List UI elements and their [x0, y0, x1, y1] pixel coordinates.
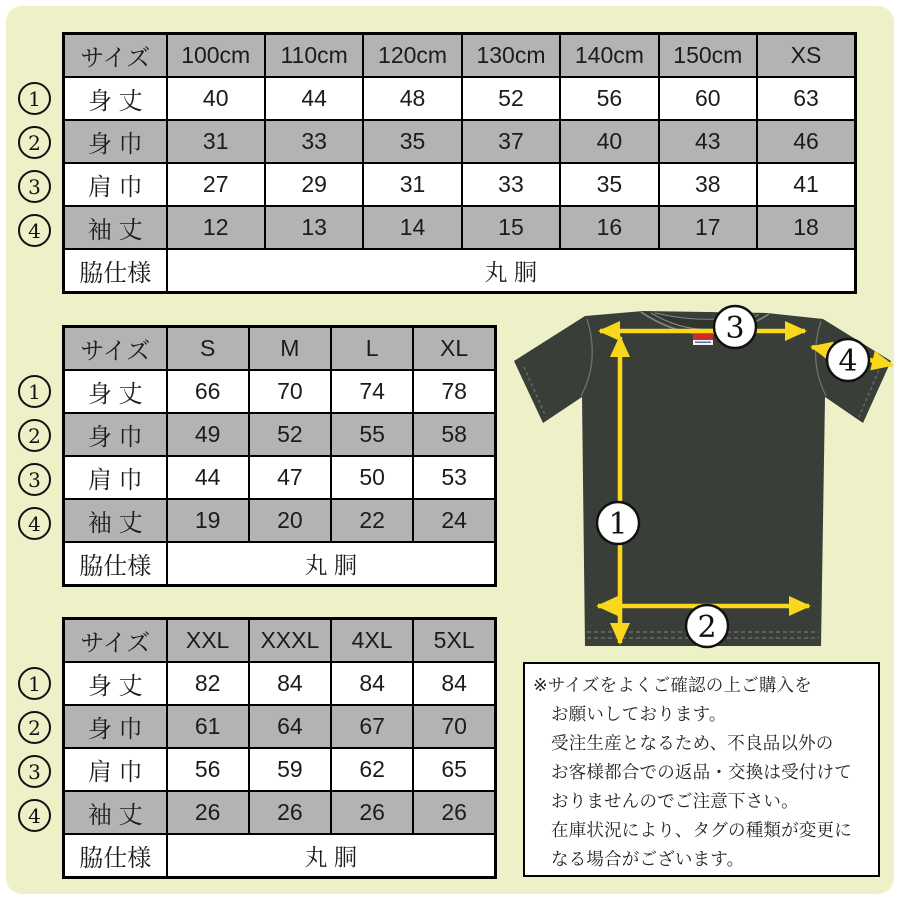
tshirt-graphic	[505, 303, 900, 660]
size-value: 26	[249, 791, 331, 834]
table-row	[64, 791, 496, 834]
table-row	[64, 499, 496, 542]
size-value: 35	[363, 120, 461, 163]
size-value: 84	[331, 662, 413, 705]
size-value: 22	[331, 499, 413, 542]
size-col-header: XXL	[167, 619, 249, 663]
purchase-note-box	[523, 662, 880, 877]
circle-mark-4: 4	[18, 507, 51, 540]
size-value: 33	[462, 163, 560, 206]
circle-mark-2: 2	[18, 711, 51, 744]
svg-text:2: 2	[697, 610, 717, 645]
size-value: 74	[331, 370, 413, 413]
side-spec-label: 脇仕様	[64, 542, 167, 586]
size-col-header: サイズ	[64, 619, 167, 663]
size-value: 37	[462, 120, 560, 163]
size-col-header: XL	[413, 327, 495, 371]
size-value: 14	[363, 206, 461, 249]
size-value: 29	[265, 163, 363, 206]
size-value: 59	[249, 748, 331, 791]
side-spec-value: 丸 胴	[167, 249, 856, 293]
size-value: 52	[249, 413, 331, 456]
side-spec-label: 脇仕様	[64, 834, 167, 878]
row-label: 身 巾	[64, 705, 167, 748]
svg-text:3: 3	[725, 311, 745, 346]
circle-mark-2: 2	[18, 419, 51, 452]
size-col-header: XS	[757, 34, 855, 78]
callout-1	[597, 502, 639, 544]
size-value: 31	[363, 163, 461, 206]
circle-mark-4: 4	[18, 214, 51, 247]
row-label: 袖 丈	[64, 499, 167, 542]
size-value: 27	[167, 163, 265, 206]
size-col-header: XXXL	[249, 619, 331, 663]
table-row	[64, 206, 856, 249]
size-value: 17	[659, 206, 757, 249]
side-spec-value: 丸 胴	[167, 834, 496, 878]
table-row	[64, 413, 496, 456]
size-table-adult	[62, 325, 497, 587]
size-col-header: L	[331, 327, 413, 371]
size-value: 47	[249, 456, 331, 499]
table-row	[64, 748, 496, 791]
table-header-row	[64, 327, 496, 371]
size-value: 46	[757, 120, 855, 163]
size-value: 63	[757, 77, 855, 120]
size-value: 33	[265, 120, 363, 163]
size-value: 55	[331, 413, 413, 456]
circle-mark-3: 3	[18, 170, 51, 203]
size-col-header: サイズ	[64, 34, 167, 78]
size-value: 64	[249, 705, 331, 748]
size-value: 58	[413, 413, 495, 456]
size-value: 78	[413, 370, 495, 413]
size-value: 20	[249, 499, 331, 542]
table-row	[64, 120, 856, 163]
table-row	[64, 705, 496, 748]
row-label: 袖 丈	[64, 206, 167, 249]
size-table-big	[62, 617, 497, 879]
size-value: 44	[167, 456, 249, 499]
callout-4	[827, 339, 869, 381]
size-value: 67	[331, 705, 413, 748]
size-value: 31	[167, 120, 265, 163]
size-value: 70	[413, 705, 495, 748]
table-header-row	[64, 619, 496, 663]
size-value: 60	[659, 77, 757, 120]
circle-mark-2: 2	[18, 126, 51, 159]
size-value: 82	[167, 662, 249, 705]
size-value: 65	[413, 748, 495, 791]
svg-text:1: 1	[608, 507, 628, 542]
size-value: 15	[462, 206, 560, 249]
size-value: 84	[413, 662, 495, 705]
side-spec-value: 丸 胴	[167, 542, 496, 586]
brand-tag	[693, 333, 713, 345]
size-col-header: 4XL	[331, 619, 413, 663]
size-value: 35	[560, 163, 658, 206]
size-value: 66	[167, 370, 249, 413]
row-label: 身 巾	[64, 413, 167, 456]
callout-2	[686, 605, 728, 647]
note-line: 在庫状況により、タグの種類が変更に	[551, 820, 852, 840]
row-label: 肩 巾	[64, 456, 167, 499]
circle-mark-1: 1	[18, 375, 51, 408]
row-label: 身 丈	[64, 662, 167, 705]
note-line: なる場合がございます。	[551, 849, 745, 869]
size-col-header: サイズ	[64, 327, 167, 371]
size-value: 18	[757, 206, 855, 249]
size-col-header: 130cm	[462, 34, 560, 78]
size-value: 53	[413, 456, 495, 499]
row-label: 身 巾	[64, 120, 167, 163]
size-value: 44	[265, 77, 363, 120]
size-value: 40	[560, 120, 658, 163]
table-row	[64, 77, 856, 120]
size-value: 24	[413, 499, 495, 542]
size-value: 43	[659, 120, 757, 163]
note-line: 受注生産となるため、不良品以外の	[551, 733, 834, 753]
svg-text:4: 4	[838, 344, 858, 379]
size-value: 26	[167, 791, 249, 834]
note-line: お願いしております。	[551, 704, 727, 724]
table-row	[64, 370, 496, 413]
table-footer-row	[64, 834, 496, 878]
size-value: 70	[249, 370, 331, 413]
size-value: 52	[462, 77, 560, 120]
note-line: ※サイズをよくご確認の上ご購入を	[533, 675, 812, 695]
size-value: 84	[249, 662, 331, 705]
table-row	[64, 163, 856, 206]
size-value: 40	[167, 77, 265, 120]
tshirt-measurement-diagram	[505, 303, 900, 660]
row-label: 身 丈	[64, 370, 167, 413]
size-value: 38	[659, 163, 757, 206]
size-value: 49	[167, 413, 249, 456]
size-value: 56	[167, 748, 249, 791]
size-value: 56	[560, 77, 658, 120]
table-row	[64, 662, 496, 705]
size-value: 13	[265, 206, 363, 249]
row-label: 袖 丈	[64, 791, 167, 834]
size-col-header: S	[167, 327, 249, 371]
callout-3	[714, 306, 756, 348]
circle-mark-4: 4	[18, 799, 51, 832]
size-col-header: 5XL	[413, 619, 495, 663]
circle-mark-1: 1	[18, 667, 51, 700]
size-col-header: M	[249, 327, 331, 371]
size-value: 50	[331, 456, 413, 499]
table-footer-row	[64, 249, 856, 293]
size-table-kids	[62, 32, 857, 294]
table-header-row	[64, 34, 856, 78]
note-line: おりませんのでご注意下さい。	[551, 791, 799, 811]
size-value: 26	[331, 791, 413, 834]
size-col-header: 140cm	[560, 34, 658, 78]
circle-mark-3: 3	[18, 755, 51, 788]
size-value: 12	[167, 206, 265, 249]
row-label: 肩 巾	[64, 748, 167, 791]
note-line: お客様都合での返品・交換は受付けて	[551, 762, 852, 782]
size-value: 16	[560, 206, 658, 249]
table-row	[64, 456, 496, 499]
size-value: 19	[167, 499, 249, 542]
row-label: 肩 巾	[64, 163, 167, 206]
size-value: 26	[413, 791, 495, 834]
circle-mark-1: 1	[18, 82, 51, 115]
size-value: 61	[167, 705, 249, 748]
size-value: 41	[757, 163, 855, 206]
side-spec-label: 脇仕様	[64, 249, 167, 293]
size-col-header: 110cm	[265, 34, 363, 78]
table-footer-row	[64, 542, 496, 586]
circle-mark-3: 3	[18, 463, 51, 496]
size-col-header: 120cm	[363, 34, 461, 78]
size-col-header: 100cm	[167, 34, 265, 78]
size-value: 62	[331, 748, 413, 791]
size-col-header: 150cm	[659, 34, 757, 78]
row-label: 身 丈	[64, 77, 167, 120]
size-value: 48	[363, 77, 461, 120]
